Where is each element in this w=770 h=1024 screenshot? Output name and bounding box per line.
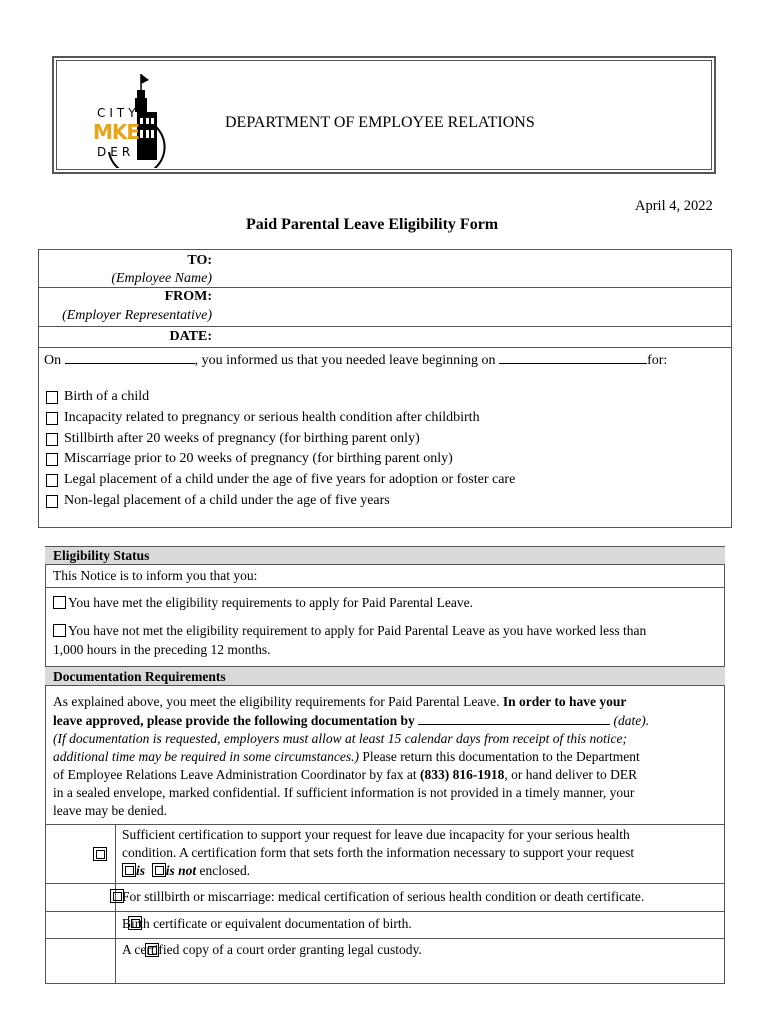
form-title: Paid Parental Leave Eligibility Form (246, 216, 499, 233)
doc-item-4: A certified copy of a court order granting legal custody. (122, 942, 422, 957)
checkbox-icon[interactable] (46, 495, 58, 508)
leave-notice-line: On , you informed us that you needed leave beginning on for: (44, 353, 668, 368)
employee-name-label: (Employee Name) (111, 271, 212, 286)
documentation-heading: Documentation Requirements (45, 666, 725, 686)
to-label: TO: (187, 253, 212, 268)
eligibility-heading: Eligibility Status (45, 546, 725, 565)
department-name: DEPARTMENT OF EMPLOYEE RELATIONS (225, 114, 535, 131)
reason-birth[interactable]: Birth of a child (46, 389, 149, 405)
logo-der-text: DER (97, 145, 135, 159)
from-label: FROM: (164, 289, 212, 304)
reason-legal-placement[interactable]: Legal placement of a child under the age of five years for adoption or foster care (46, 472, 515, 488)
employer-representative-label: (Employer Representative) (62, 308, 212, 323)
eligibility-intro: This Notice is to inform you that you: (53, 568, 258, 583)
logo-mke-text: MKE (93, 120, 140, 144)
checkbox-icon[interactable] (46, 412, 58, 425)
doc-item-1: Sufficient certification to support your request for leave due incapacity for your serious health condition. A certification form that sets forth the information necessary to support your request is is not enclosed. (122, 827, 635, 878)
checkbox-icon[interactable] (46, 453, 58, 466)
date-label: DATE: (169, 329, 212, 344)
doc-item-3: Birth certificate or equivalent documentation of birth. (122, 916, 412, 931)
doc-item-2: For stillbirth or miscarriage: medical certification of serious health condition or death certificate. (122, 889, 645, 904)
notice-date-blank[interactable] (65, 351, 195, 364)
eligibility-not-met-option[interactable]: You have not met the eligibility requirement to apply for Paid Parental Leave as you have worked less than (53, 622, 646, 640)
is-enclosed-checkbox[interactable] (122, 863, 136, 877)
document-date: April 4, 2022 (635, 198, 713, 214)
is-not-enclosed-checkbox[interactable] (152, 863, 166, 877)
reason-incapacity[interactable]: Incapacity related to pregnancy or serious health condition after childbirth (46, 410, 480, 426)
city-logo (85, 68, 185, 168)
eligibility-not-met-cont: 1,000 hours in the preceding 12 months. (53, 642, 271, 657)
logo-city-text: CITY (97, 106, 140, 120)
checkbox-icon[interactable] (46, 433, 58, 446)
documentation-due-date-blank[interactable] (418, 711, 610, 725)
checkbox-icon[interactable] (46, 391, 58, 404)
checkbox-icon[interactable] (53, 624, 66, 637)
checkbox-icon[interactable] (46, 474, 58, 487)
eligibility-met-option[interactable]: You have met the eligibility requirements to apply for Paid Parental Leave. (53, 594, 473, 612)
documentation-paragraph: As explained above, you meet the eligibility requirements for Paid Parental Leave. In order to have your leave approved, please provide the following documentation by (date). (If documentation is requested, employers must allow at least 15 calendar days from receipt of this notice; additional time may be required in some circumstances.) Please return this documentation to the Department of Employee Relations Leave Administration Coordinator by fax at (833) 816-1918, or hand deliver to DER in a sealed envelope, marked confidential. If sufficient information is not provided in a timely manner, your leave may be denied. (53, 694, 650, 818)
checkbox-icon[interactable] (53, 596, 66, 609)
doc-item-1-checkbox[interactable] (93, 847, 107, 861)
reason-stillbirth[interactable]: Stillbirth after 20 weeks of pregnancy (for birthing parent only) (46, 431, 420, 447)
reason-nonlegal-placement[interactable]: Non-legal placement of a child under the age of five years (46, 493, 390, 509)
leave-start-blank[interactable] (499, 351, 647, 364)
reason-miscarriage[interactable]: Miscarriage prior to 20 weeks of pregnancy (for birthing parent only) (46, 451, 453, 467)
